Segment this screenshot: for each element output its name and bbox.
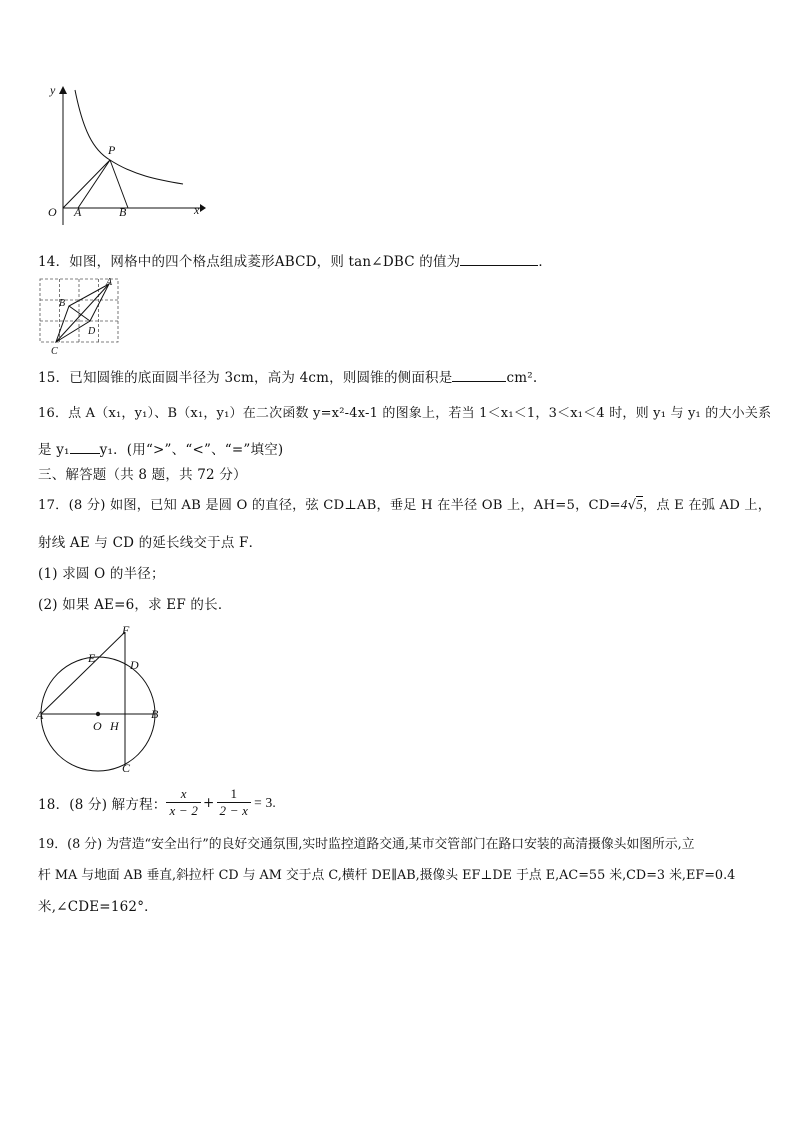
question-19-line-1 <box>38 833 695 852</box>
q19-line-3: 米,∠CDE=162°． <box>38 899 158 915</box>
fraction-1 <box>166 786 201 819</box>
q16-line-1: 16．点 A（x₁，y₁）、B（x₁，y₁）在二次函数 y=x²-4x-1 的图象上，若当 1＜x₁＜1，3＜x₁＜4 时，则 y₁ 与 y₁ 的大小关系 <box>38 406 772 421</box>
question-18 <box>38 786 276 819</box>
grid-point-c: C <box>51 346 58 356</box>
x-axis-label: x <box>194 203 200 217</box>
circle-point-b: B <box>151 707 159 721</box>
question-17-line-1 <box>38 494 771 513</box>
q14-answer-blank[interactable] <box>460 253 538 266</box>
grid-rhombus-figure <box>38 274 122 356</box>
section-3-title: 三、解答题（共 8 题，共 72 分） <box>38 467 247 483</box>
q17-part-1: (1) 求圆 O 的半径； <box>38 566 165 582</box>
circle-point-a: A <box>36 708 44 722</box>
q16-answer-blank[interactable] <box>70 441 100 454</box>
q15-unit: cm². <box>506 370 538 386</box>
circle-point-h: H <box>110 719 119 733</box>
q15-answer-blank[interactable] <box>452 369 506 382</box>
q17-part-2: (2) 如果 AE=6，求 EF 的长． <box>38 597 232 613</box>
grid-point-b: B <box>59 298 66 309</box>
q14-end: ． <box>538 254 553 270</box>
fraction-1-numerator: x <box>166 786 201 803</box>
question-14 <box>38 250 552 270</box>
origin-label: O <box>48 205 57 219</box>
circle-point-f: F <box>122 623 130 637</box>
question-16-line-2 <box>38 438 283 458</box>
point-b-label: B <box>119 205 127 219</box>
equation-rhs: = 3. <box>254 794 277 810</box>
question-17-line-2 <box>38 531 262 551</box>
question-16-line-1 <box>38 402 771 421</box>
q15-text: 15．已知圆锥的底面圆半径为 3cm，高为 4cm，则圆锥的侧面积是 <box>38 370 453 386</box>
q17-radicand: 5 <box>636 497 643 512</box>
q16-line-2a: 是 y₁ <box>38 442 70 458</box>
circle-point-d: D <box>130 658 139 672</box>
circle-point-c: C <box>122 761 131 775</box>
point-p-label: P <box>108 143 116 157</box>
q19-line-1: 19．(8 分) 为营造“安全出行”的良好交通氛围,实时监控道路交通,某市交管部门在路口安装的高清摄像头如图所示,立 <box>38 837 695 852</box>
q16-line-2b: y₁．(用“>”、“<”、“=”填空) <box>99 442 284 458</box>
section-3-heading <box>38 463 247 483</box>
q18-prefix: 18．(8 分) 解方程： <box>38 796 167 813</box>
fraction-2-numerator: 1 <box>217 786 252 803</box>
y-axis-label: y <box>50 83 56 97</box>
plus-sign: + <box>203 794 215 811</box>
q17-line-1b: ，点 E 在弧 AD 上， <box>642 498 772 513</box>
circle-figure <box>36 622 166 777</box>
grid-point-a: A <box>106 277 113 288</box>
q14-text: 14．如图，网格中的四个格点组成菱形ABCD，则 tan∠DBC 的值为 <box>38 254 461 270</box>
circle-point-e: E <box>88 651 96 665</box>
q19-line-2: 杆 MA 与地面 AB 垂直,斜拉杆 CD 与 AM 交于点 C,横杆 DE∥AB,摄像头 EF⊥DE 于点 E,AC=55 米,CD=3 米,EF=0.4 <box>38 868 736 883</box>
hyperbola-figure <box>38 80 208 230</box>
question-19-line-3 <box>38 895 158 915</box>
q17-line-1a: 17．(8 分) 如图，已知 AB 是圆 O 的直径，弦 CD⊥AB，垂足 H 在半径 OB 上，AH=5，CD= <box>38 498 621 513</box>
circle-center-o: O <box>93 719 102 733</box>
point-a-label: A <box>74 205 82 219</box>
question-17-part-2 <box>38 593 232 613</box>
question-19-line-2 <box>38 864 735 883</box>
question-15 <box>38 366 537 386</box>
fraction-2 <box>217 786 252 819</box>
grid-point-d: D <box>88 326 96 337</box>
fraction-2-denominator: 2 − x <box>219 803 249 818</box>
fraction-1-denominator: x − 2 <box>169 803 199 818</box>
q17-coef: 4 <box>620 497 628 512</box>
q17-line-2: 射线 AE 与 CD 的延长线交于点 F． <box>38 535 263 551</box>
question-17-part-1 <box>38 562 165 582</box>
sqrt-symbol: √ <box>627 498 637 513</box>
